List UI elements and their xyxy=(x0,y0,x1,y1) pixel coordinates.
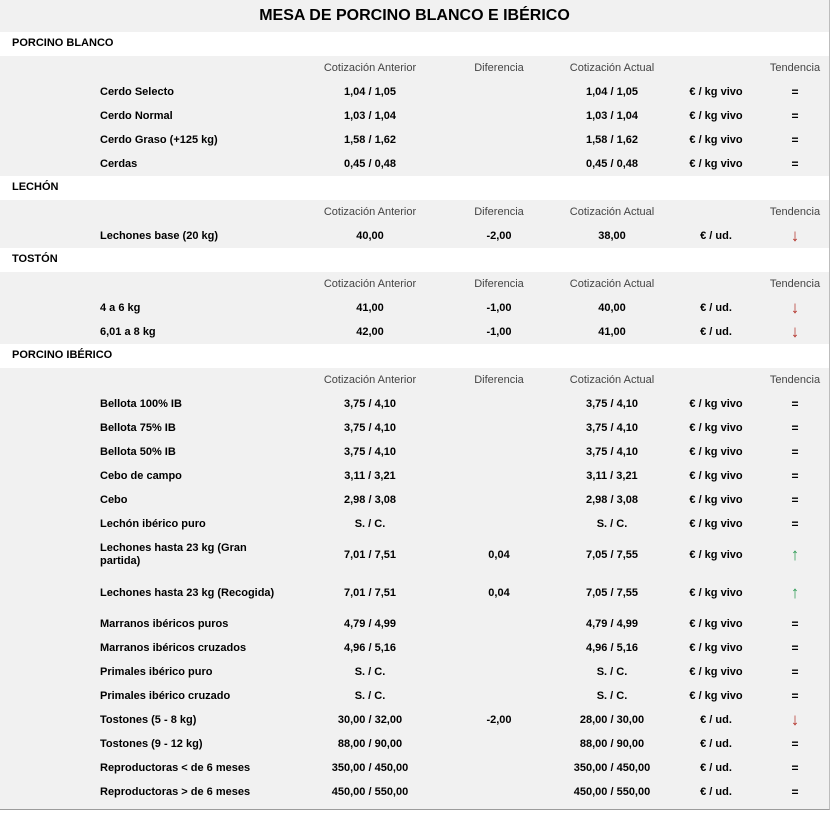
row-label: 6,01 a 8 kg xyxy=(100,325,156,338)
equal-icon: = xyxy=(791,689,799,703)
row-label: Lechones base (20 kg) xyxy=(100,229,218,242)
row-diff: 0,04 xyxy=(488,549,510,561)
row-unit: € / ud. xyxy=(700,326,732,338)
row-diff xyxy=(444,660,554,684)
table-row xyxy=(0,756,829,780)
table-row xyxy=(0,780,829,804)
row-unit: € / kg vivo xyxy=(689,618,743,630)
header-diff: Diferencia xyxy=(474,62,524,74)
header-prev: Cotización Anterior xyxy=(323,206,417,218)
row-unit: € / kg vivo xyxy=(689,518,743,530)
row-diff xyxy=(444,512,554,536)
table-row xyxy=(0,512,829,536)
row-unit: € / ud. xyxy=(700,230,732,242)
row-diff: 0,04 xyxy=(488,587,510,599)
header-prev: Cotización Anterior xyxy=(323,278,417,290)
table-row xyxy=(0,488,829,512)
equal-icon: = xyxy=(791,665,799,679)
equal-icon: = xyxy=(791,109,799,123)
header-cur: Cotización Actual xyxy=(569,278,655,290)
row-unit: € / kg vivo xyxy=(689,494,743,506)
row-prev: S. / C. xyxy=(354,690,386,702)
row-label: 4 a 6 kg xyxy=(100,301,141,314)
row-unit: € / ud. xyxy=(700,738,732,750)
row-prev: 88,00 / 90,00 xyxy=(337,738,403,750)
trend-cell xyxy=(760,780,830,804)
row-label: Primales ibérico cruzado xyxy=(100,689,231,702)
section-title: PORCINO BLANCO xyxy=(0,32,829,56)
header-prev: Cotización Anterior xyxy=(323,62,417,74)
table-row xyxy=(0,708,829,732)
row-prev: 4,79 / 4,99 xyxy=(344,618,396,630)
row-cur: 3,11 / 3,21 xyxy=(586,470,638,482)
row-prev: 30,00 / 32,00 xyxy=(337,714,403,726)
trend-cell xyxy=(760,152,830,176)
row-label: Reproductoras > de 6 meses xyxy=(100,785,251,798)
row-unit: € / kg vivo xyxy=(689,690,743,702)
table-row xyxy=(0,660,829,684)
row-cur: 4,96 / 5,16 xyxy=(586,642,638,654)
header-trend: Tendencia xyxy=(769,374,821,386)
row-diff xyxy=(444,732,554,756)
column-header-row xyxy=(0,56,829,80)
row-cur: 350,00 / 450,00 xyxy=(573,762,651,774)
row-prev: 7,01 / 7,51 xyxy=(344,549,396,561)
row-diff xyxy=(444,440,554,464)
table-row xyxy=(0,636,829,660)
header-diff: Diferencia xyxy=(474,278,524,290)
row-label: Cebo de campo xyxy=(100,469,182,482)
row-prev: 0,45 / 0,48 xyxy=(344,158,396,170)
section-title: TOSTÓN xyxy=(0,248,829,272)
table-row xyxy=(0,416,829,440)
row-diff xyxy=(444,80,554,104)
arrow-down-icon: ↓ xyxy=(790,710,800,729)
row-cur: 1,03 / 1,04 xyxy=(586,110,638,122)
row-prev: 4,96 / 5,16 xyxy=(344,642,396,654)
row-label: Lechones hasta 23 kg (Gran partida) xyxy=(100,542,247,567)
equal-icon: = xyxy=(791,445,799,459)
arrow-down-icon: ↓ xyxy=(790,298,800,317)
row-prev: 40,00 xyxy=(356,230,384,242)
row-prev: 3,75 / 4,10 xyxy=(344,422,396,434)
row-label: Tostones (5 - 8 kg) xyxy=(100,713,197,726)
row-diff: -1,00 xyxy=(486,302,512,314)
row-label: Cerdo Normal xyxy=(100,109,173,122)
header-diff: Diferencia xyxy=(474,206,524,218)
arrow-up-icon: ↑ xyxy=(790,583,800,602)
row-unit: € / ud. xyxy=(700,302,732,314)
row-unit: € / kg vivo xyxy=(689,470,743,482)
table-row xyxy=(0,392,829,416)
trend-cell xyxy=(760,756,830,780)
trend-cell xyxy=(760,684,830,708)
row-prev: 3,75 / 4,10 xyxy=(344,398,396,410)
equal-icon: = xyxy=(791,157,799,171)
arrow-up-icon: ↑ xyxy=(790,545,800,564)
trend-cell xyxy=(760,80,830,104)
row-diff xyxy=(444,152,554,176)
header-trend: Tendencia xyxy=(769,206,821,218)
header-unit xyxy=(676,368,756,392)
row-label: Lechones hasta 23 kg (Recogida) xyxy=(100,586,275,599)
equal-icon: = xyxy=(791,617,799,631)
trend-cell xyxy=(760,416,830,440)
row-cur: 450,00 / 550,00 xyxy=(573,786,651,798)
row-cur: 1,04 / 1,05 xyxy=(586,86,638,98)
trend-cell xyxy=(760,732,830,756)
row-diff xyxy=(444,488,554,512)
trend-cell xyxy=(760,636,830,660)
table-row xyxy=(0,296,829,320)
header-unit xyxy=(676,200,756,224)
row-cur: S. / C. xyxy=(596,690,628,702)
row-unit: € / kg vivo xyxy=(689,398,743,410)
column-header-row xyxy=(0,272,829,296)
trend-cell xyxy=(760,574,830,612)
row-unit: € / kg vivo xyxy=(689,158,743,170)
row-label: Reproductoras < de 6 meses xyxy=(100,761,251,774)
row-unit: € / kg vivo xyxy=(689,666,743,678)
row-label: Bellota 100% IB xyxy=(100,397,182,410)
table-row xyxy=(0,320,829,344)
row-diff xyxy=(444,780,554,804)
equal-icon: = xyxy=(791,517,799,531)
row-label: Cerdo Graso (+125 kg) xyxy=(100,133,218,146)
equal-icon: = xyxy=(791,493,799,507)
row-label: Lechón ibérico puro xyxy=(100,517,206,530)
row-cur: 88,00 / 90,00 xyxy=(579,738,645,750)
trend-cell xyxy=(760,296,830,320)
equal-icon: = xyxy=(791,469,799,483)
row-prev: S. / C. xyxy=(354,666,386,678)
row-label: Tostones (9 - 12 kg) xyxy=(100,737,203,750)
row-unit: € / kg vivo xyxy=(689,110,743,122)
trend-cell xyxy=(760,536,830,574)
row-unit: € / kg vivo xyxy=(689,587,743,599)
column-header-row xyxy=(0,200,829,224)
row-diff xyxy=(444,104,554,128)
row-cur: 7,05 / 7,55 xyxy=(586,549,638,561)
equal-icon: = xyxy=(791,785,799,799)
section-title: PORCINO IBÉRICO xyxy=(0,344,829,368)
row-prev: 1,03 / 1,04 xyxy=(344,110,396,122)
row-prev: 41,00 xyxy=(356,302,384,314)
header-cur: Cotización Actual xyxy=(569,206,655,218)
row-cur: 3,75 / 4,10 xyxy=(586,422,638,434)
row-diff xyxy=(444,612,554,636)
row-label: Cerdas xyxy=(100,157,138,170)
table-row xyxy=(0,128,829,152)
table-row xyxy=(0,80,829,104)
column-header-row xyxy=(0,368,829,392)
trend-cell xyxy=(760,440,830,464)
equal-icon: = xyxy=(791,761,799,775)
row-prev: 42,00 xyxy=(356,326,384,338)
table-row xyxy=(0,732,829,756)
table-row xyxy=(0,224,829,248)
table-row xyxy=(0,152,829,176)
row-cur: 38,00 xyxy=(598,230,626,242)
row-prev: 350,00 / 450,00 xyxy=(331,762,409,774)
row-cur: 4,79 / 4,99 xyxy=(586,618,638,630)
row-prev: 1,04 / 1,05 xyxy=(344,86,396,98)
table-row xyxy=(0,536,829,574)
row-diff xyxy=(444,636,554,660)
row-unit: € / ud. xyxy=(700,762,732,774)
row-diff: -2,00 xyxy=(486,714,512,726)
header-cur: Cotización Actual xyxy=(569,62,655,74)
row-prev: 450,00 / 550,00 xyxy=(331,786,409,798)
row-diff xyxy=(444,416,554,440)
equal-icon: = xyxy=(791,737,799,751)
equal-icon: = xyxy=(791,641,799,655)
row-diff: -1,00 xyxy=(486,326,512,338)
header-trend: Tendencia xyxy=(769,278,821,290)
row-unit: € / kg vivo xyxy=(689,446,743,458)
header-diff: Diferencia xyxy=(474,374,524,386)
row-prev: S. / C. xyxy=(354,518,386,530)
table-row xyxy=(0,104,829,128)
row-unit: € / ud. xyxy=(700,714,732,726)
row-cur: 0,45 / 0,48 xyxy=(586,158,638,170)
equal-icon: = xyxy=(791,85,799,99)
row-diff xyxy=(444,464,554,488)
header-unit xyxy=(676,272,756,296)
table-row xyxy=(0,440,829,464)
row-label: Bellota 50% IB xyxy=(100,445,176,458)
row-label: Cerdo Selecto xyxy=(100,85,174,98)
row-cur: 3,75 / 4,10 xyxy=(586,398,638,410)
section-title: LECHÓN xyxy=(0,176,829,200)
header-cur: Cotización Actual xyxy=(569,374,655,386)
trend-cell xyxy=(760,224,830,248)
row-cur: 28,00 / 30,00 xyxy=(579,714,645,726)
row-prev: 2,98 / 3,08 xyxy=(344,494,396,506)
trend-cell xyxy=(760,392,830,416)
row-diff xyxy=(444,392,554,416)
trend-cell xyxy=(760,708,830,732)
table-row xyxy=(0,684,829,708)
row-label: Cebo xyxy=(100,493,128,506)
row-diff xyxy=(444,756,554,780)
sections-container xyxy=(0,32,829,804)
trend-cell xyxy=(760,660,830,684)
row-cur: 40,00 xyxy=(598,302,626,314)
row-label: Marranos ibéricos puros xyxy=(100,617,229,630)
row-prev: 1,58 / 1,62 xyxy=(344,134,396,146)
table-row xyxy=(0,612,829,636)
row-label: Primales ibérico puro xyxy=(100,665,213,678)
header-prev: Cotización Anterior xyxy=(323,374,417,386)
row-cur: S. / C. xyxy=(596,518,628,530)
equal-icon: = xyxy=(791,397,799,411)
row-unit: € / kg vivo xyxy=(689,422,743,434)
row-unit: € / ud. xyxy=(700,786,732,798)
row-prev: 3,75 / 4,10 xyxy=(344,446,396,458)
equal-icon: = xyxy=(791,421,799,435)
row-unit: € / kg vivo xyxy=(689,134,743,146)
row-label: Bellota 75% IB xyxy=(100,421,176,434)
trend-cell xyxy=(760,612,830,636)
header-unit xyxy=(676,56,756,80)
trend-cell xyxy=(760,128,830,152)
row-unit: € / kg vivo xyxy=(689,642,743,654)
equal-icon: = xyxy=(791,133,799,147)
trend-cell xyxy=(760,104,830,128)
trend-cell xyxy=(760,320,830,344)
row-unit: € / kg vivo xyxy=(689,549,743,561)
row-cur: S. / C. xyxy=(596,666,628,678)
row-cur: 7,05 / 7,55 xyxy=(586,587,638,599)
row-diff: -2,00 xyxy=(486,230,512,242)
row-cur: 41,00 xyxy=(598,326,626,338)
row-cur: 2,98 / 3,08 xyxy=(586,494,638,506)
header-trend: Tendencia xyxy=(769,62,821,74)
arrow-down-icon: ↓ xyxy=(790,322,800,341)
table-row xyxy=(0,464,829,488)
row-prev: 7,01 / 7,51 xyxy=(344,587,396,599)
row-label: Marranos ibéricos cruzados xyxy=(100,641,247,654)
table-row xyxy=(0,574,829,612)
row-cur: 1,58 / 1,62 xyxy=(586,134,638,146)
row-cur: 3,75 / 4,10 xyxy=(586,446,638,458)
arrow-down-icon: ↓ xyxy=(790,226,800,245)
trend-cell xyxy=(760,464,830,488)
trend-cell xyxy=(760,488,830,512)
trend-cell xyxy=(760,512,830,536)
row-prev: 3,11 / 3,21 xyxy=(344,470,396,482)
row-diff xyxy=(444,684,554,708)
row-diff xyxy=(444,128,554,152)
row-unit: € / kg vivo xyxy=(689,86,743,98)
page-title: MESA DE PORCINO BLANCO E IBÉRICO xyxy=(0,0,829,32)
